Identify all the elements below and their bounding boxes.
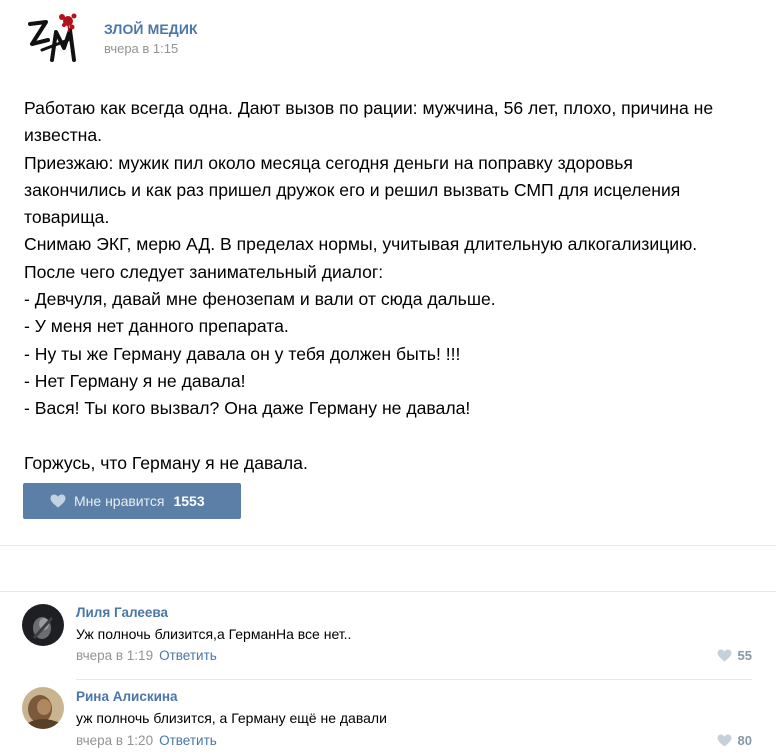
avatar-image xyxy=(22,687,64,729)
post-timestamp[interactable]: вчера в 1:15 xyxy=(104,41,179,56)
post-text-line: Снимаю ЭКГ, мерю АД. В пределах нормы, учитывая длительную алкогализицию. xyxy=(24,234,698,255)
post-text-line: Горжусь, что Герману я не давала. xyxy=(24,452,308,473)
comment-like-button[interactable] xyxy=(717,733,752,748)
post-text-line: известна. xyxy=(24,125,103,146)
comment-timestamp[interactable]: вчера в 1:19 xyxy=(76,648,154,663)
post-text-line: - Ну ты же Герману давала он у тебя должен быть! !!! xyxy=(24,343,461,364)
comment-text: уж полночь близится, а Герману ещё не давали xyxy=(76,710,387,726)
comment-item xyxy=(0,679,776,754)
divider xyxy=(0,545,776,546)
post-text-line: - Вася! Ты кого вызвал? Она даже Герману не давала! xyxy=(24,398,471,419)
reply-button[interactable]: Ответить xyxy=(159,648,217,663)
reply-button[interactable]: Ответить xyxy=(159,733,217,748)
avatar[interactable] xyxy=(22,687,64,729)
heart-icon xyxy=(50,494,66,508)
comment-author-name[interactable]: Лиля Галеева xyxy=(76,605,169,620)
comment-text: Уж полночь близится,а ГерманНа все нет.. xyxy=(76,626,352,642)
like-label: Мне нравится xyxy=(74,493,165,509)
post-text-blank-line xyxy=(24,423,764,450)
post-text-line: - Нет Герману я не давала! xyxy=(24,370,246,391)
post-text xyxy=(24,95,764,477)
heart-icon xyxy=(717,649,732,662)
comment-author-name[interactable]: Рина Алискина xyxy=(76,689,178,704)
post-text-line: Приезжаю: мужик пил около месяца сегодня деньги на поправку здоровья xyxy=(24,152,633,173)
like-button[interactable] xyxy=(23,483,241,519)
post-text-line: После чего следует занимательный диалог: xyxy=(24,261,384,282)
comment-like-count: 55 xyxy=(737,648,752,663)
like-count: 1553 xyxy=(173,493,205,509)
post-text-line: закончились и как раз пришел дружок его и решил вызвать СМП для исцеления xyxy=(24,179,681,200)
avatar-image xyxy=(22,604,64,646)
comment-like-count: 80 xyxy=(737,733,752,748)
avatar[interactable] xyxy=(22,604,64,646)
comment-like-button[interactable] xyxy=(717,648,752,663)
heart-icon xyxy=(717,734,732,747)
comment-meta xyxy=(76,733,217,748)
post-text-line: - Девчуля, давай мне фенозепам и вали от сюда дальше. xyxy=(24,289,496,310)
post-text-line: - У меня нет данного препарата. xyxy=(24,316,289,337)
post-text-line: Работаю как всегда одна. Дают вызов по рации: мужчина, 56 лет, плохо, причина не xyxy=(24,98,714,118)
comment-meta xyxy=(76,648,217,663)
post-author-name[interactable]: ЗЛОЙ МЕДИК xyxy=(104,21,198,37)
comment-timestamp[interactable]: вчера в 1:20 xyxy=(76,733,154,748)
comment-item xyxy=(0,591,776,679)
post-text-line: товарища. xyxy=(24,207,110,228)
author-logo-icon[interactable] xyxy=(24,10,84,66)
